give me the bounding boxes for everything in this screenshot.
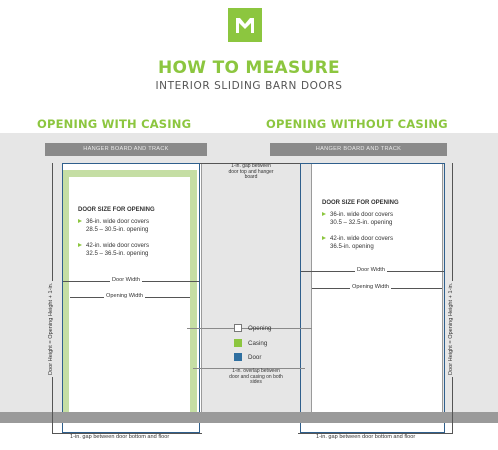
hanger-board-left: HANGER BOARD AND TRACK [45,143,207,156]
bullet-triangle-icon [322,236,326,240]
brand-logo [228,8,262,42]
section-title-without-casing: OPENING WITHOUT CASING [266,117,448,131]
spec-item-size: 42-in. wide door covers [86,242,149,249]
page-subtitle: INTERIOR SLIDING BARN DOORS [155,80,343,92]
spec-heading: DOOR SIZE FOR OPENING [78,207,155,213]
opening-width-label-left: Opening Width [106,293,144,299]
legend-swatch-opening [234,324,242,332]
door-height-label-left: Door Height = Opening Height + 1-in. [48,282,54,375]
section-title-with-casing: OPENING WITH CASING [37,117,192,131]
bottom-gap-note-right: 1-in. gap between door bottom and floor [316,434,416,440]
overlap-note: 1-in. overlap between door and casing on both sides [229,368,283,386]
spec-item-range: 36.5-in. opening [330,243,374,250]
door-height-label-right: Door Height = Opening Height + 1-in. [448,282,454,375]
door-size-spec-left [78,206,188,258]
legend-label-door: Door [248,354,262,361]
legend-label-casing: Casing [248,340,268,347]
door-size-spec-right [322,199,432,251]
bullet-triangle-icon [322,212,326,216]
spec-item-size: 42-in. wide door covers [330,235,393,242]
page-title: HOW TO MEASURE [158,58,340,78]
legend-swatch-casing [234,339,242,347]
spec-item-range: 28.5 – 30.5-in. opening [86,226,149,233]
floor [0,412,498,423]
legend-label-opening: Opening [248,325,272,332]
spec-item [78,242,188,258]
spec-item [78,218,188,234]
spec-item [322,235,432,251]
spec-item-size: 36-in. wide door covers [330,211,393,218]
spec-item-range: 30.5 – 32.5-in. opening [330,219,393,226]
logo-mark-icon [228,8,262,42]
spec-item [322,211,432,227]
door-width-label-left: Door Width [112,277,140,283]
spec-item-size: 36-in. wide door covers [86,218,149,225]
door-width-label-right: Door Width [357,267,385,273]
bullet-triangle-icon [78,219,82,223]
spec-item-range: 32.5 – 36.5-in. opening [86,250,149,257]
spec-heading: DOOR SIZE FOR OPENING [322,200,399,206]
legend-swatch-door [234,353,242,361]
bullet-triangle-icon [78,243,82,247]
hanger-board-right: HANGER BOARD AND TRACK [270,143,447,156]
top-gap-note: 1-in. gap between door top and hanger board [228,163,274,181]
opening-width-label-right: Opening Width [352,284,390,290]
bottom-gap-note-left: 1-in. gap between door bottom and floor [70,434,170,440]
